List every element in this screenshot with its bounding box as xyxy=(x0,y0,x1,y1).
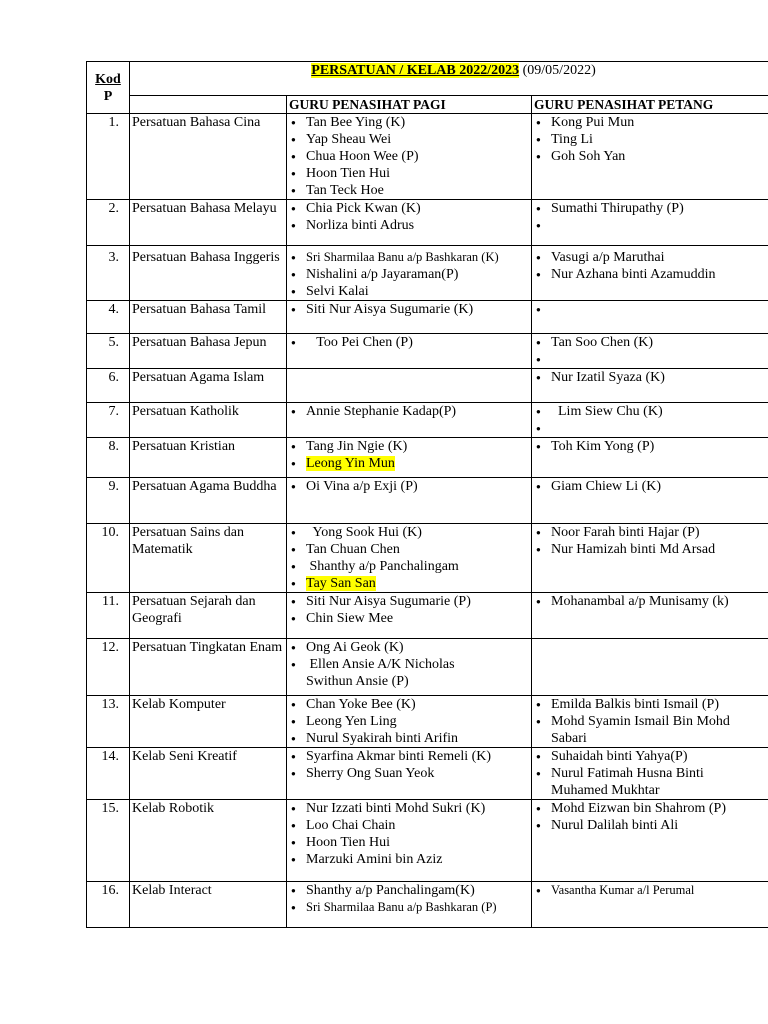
advisor-item: ● Norliza binti Adrus xyxy=(289,217,529,234)
advisor-item: ● Sumathi Thirupathy (P) xyxy=(534,200,768,217)
club-name: Persatuan Sains dan Matematik xyxy=(130,524,287,593)
row-number: 15. xyxy=(87,800,130,882)
advisor-item: ● Tan Bee Ying (K) xyxy=(289,114,529,131)
pagi-advisors xyxy=(287,478,532,524)
petang-advisors xyxy=(532,800,768,882)
table-row xyxy=(87,200,768,246)
club-name: Persatuan Agama Buddha xyxy=(130,478,287,524)
advisor-item: ● Too Pei Chen (P) xyxy=(289,334,529,351)
row-number: 12. xyxy=(87,639,130,696)
advisor-item: ● Giam Chiew Li (K) xyxy=(534,478,768,495)
advisor-item: ● Hoon Tien Hui xyxy=(289,834,529,851)
advisor-item: ● Syarfina Akmar binti Remeli (K) xyxy=(289,748,529,765)
table-row xyxy=(87,334,768,369)
advisor-item: ● Noor Farah binti Hajar (P) xyxy=(534,524,768,541)
row-number: 9. xyxy=(87,478,130,524)
col-header-petang: GURU PENASIHAT PETANG xyxy=(532,96,768,114)
advisor-item: ● Mohanambal a/p Munisamy (k) xyxy=(534,593,768,610)
table-row xyxy=(87,748,768,800)
advisor-item-empty xyxy=(534,217,768,234)
club-name: Kelab Robotik xyxy=(130,800,287,882)
advisor-item: ● Tang Jin Ngie (K) xyxy=(289,438,529,455)
advisor-item-highlighted xyxy=(289,455,529,472)
advisor-item: ● Hoon Tien Hui xyxy=(289,165,529,182)
advisor-item: ● Loo Chai Chain xyxy=(289,817,529,834)
advisor-item: ● Chia Pick Kwan (K) xyxy=(289,200,529,217)
pagi-advisors xyxy=(287,800,532,882)
advisor-item: ● Vasantha Kumar a/l Perumal xyxy=(534,882,768,899)
pagi-advisors xyxy=(287,639,532,696)
advisor-item: ● Kong Pui Mun xyxy=(534,114,768,131)
table-row xyxy=(87,369,768,403)
row-number: 1. xyxy=(87,114,130,200)
row-number: 6. xyxy=(87,369,130,403)
advisor-item: ● Ellen Ansie A/K Nicholas Swithun Ansie (P) xyxy=(289,656,529,690)
advisor-item-empty xyxy=(534,420,768,437)
advisor-item-empty xyxy=(534,301,768,318)
club-name: Persatuan Bahasa Inggeris xyxy=(130,246,287,301)
kod-label-p: P xyxy=(103,88,113,104)
advisor-item: ● Tan Soo Chen (K) xyxy=(534,334,768,351)
highlighted-name: Leong Yin Mun xyxy=(306,456,395,471)
table-row xyxy=(87,882,768,928)
advisor-item: ● Selvi Kalai xyxy=(289,283,529,300)
row-number: 3. xyxy=(87,246,130,301)
row-number: 10. xyxy=(87,524,130,593)
advisor-item: ● Leong Yen Ling xyxy=(289,713,529,730)
table-row xyxy=(87,114,768,200)
petang-advisors xyxy=(532,593,768,639)
table-row xyxy=(87,438,768,478)
club-name: Kelab Interact xyxy=(130,882,287,928)
advisor-item: ● Sherry Ong Suan Yeok xyxy=(289,765,529,782)
petang-advisors xyxy=(532,403,768,438)
pagi-advisors xyxy=(287,696,532,748)
club-name: Persatuan Bahasa Tamil xyxy=(130,301,287,334)
club-name: Persatuan Bahasa Cina xyxy=(130,114,287,200)
table-row xyxy=(87,403,768,438)
advisor-item: ● Shanthy a/p Panchalingam(K) xyxy=(289,882,529,899)
pagi-advisors xyxy=(287,114,532,200)
club-name: Kelab Komputer xyxy=(130,696,287,748)
row-number: 2. xyxy=(87,200,130,246)
club-name: Persatuan Agama Islam xyxy=(130,369,287,403)
petang-advisors xyxy=(532,114,768,200)
pagi-advisors xyxy=(287,524,532,593)
row-number: 8. xyxy=(87,438,130,478)
club-name: Kelab Seni Kreatif xyxy=(130,748,287,800)
advisor-item: ● Sri Sharmilaa Banu a/p Bashkaran (P) xyxy=(289,899,529,916)
advisor-item: ● Nur Izatil Syaza (K) xyxy=(534,369,768,386)
club-advisor-table xyxy=(86,61,768,928)
pagi-advisors xyxy=(287,200,532,246)
pagi-advisors xyxy=(287,301,532,334)
petang-advisors xyxy=(532,639,768,696)
advisor-item-highlighted xyxy=(289,575,529,592)
highlighted-name: Tay San San xyxy=(306,576,376,591)
petang-advisors xyxy=(532,200,768,246)
club-name: Persatuan Katholik xyxy=(130,403,287,438)
row-number: 5. xyxy=(87,334,130,369)
row-number: 16. xyxy=(87,882,130,928)
advisor-item: ● Nur Azhana binti Azamuddin xyxy=(534,266,768,283)
advisor-item: ● Nur Izzati binti Mohd Sukri (K) xyxy=(289,800,529,817)
advisor-item: ● Mohd Eizwan bin Shahrom (P) xyxy=(534,800,768,817)
advisor-item: ● Chan Yoke Bee (K) xyxy=(289,696,529,713)
advisor-item: ● Ong Ai Geok (K) xyxy=(289,639,529,656)
club-name: Persatuan Sejarah dan Geografi xyxy=(130,593,287,639)
column-header-row xyxy=(87,96,768,114)
advisor-item: ● Tan Chuan Chen xyxy=(289,541,529,558)
club-name: Persatuan Bahasa Jepun xyxy=(130,334,287,369)
table-date: (09/05/2022) xyxy=(522,63,596,78)
petang-advisors xyxy=(532,438,768,478)
advisor-item: ● Marzuki Amini bin Aziz xyxy=(289,851,529,868)
advisor-item: ● Chin Siew Mee xyxy=(289,610,529,627)
table-row xyxy=(87,696,768,748)
row-number: 11. xyxy=(87,593,130,639)
row-number: 13. xyxy=(87,696,130,748)
petang-advisors xyxy=(532,748,768,800)
table-row xyxy=(87,639,768,696)
row-number: 14. xyxy=(87,748,130,800)
advisor-item: ● Lim Siew Chu (K) xyxy=(534,403,768,420)
table-title-cell xyxy=(130,62,768,96)
advisor-item: ● Ting Li xyxy=(534,131,768,148)
advisor-item: ● Sri Sharmilaa Banu a/p Bashkaran (K) xyxy=(289,249,529,266)
advisor-item: ● Annie Stephanie Kadap(P) xyxy=(289,403,529,420)
pagi-advisors xyxy=(287,403,532,438)
petang-advisors xyxy=(532,478,768,524)
pagi-advisors xyxy=(287,748,532,800)
petang-advisors xyxy=(532,882,768,928)
advisor-item: ● Chua Hoon Wee (P) xyxy=(289,148,529,165)
pagi-advisors xyxy=(287,438,532,478)
advisor-item: ● Nishalini a/p Jayaraman(P) xyxy=(289,266,529,283)
petang-advisors xyxy=(532,524,768,593)
advisor-item: ● Goh Soh Yan xyxy=(534,148,768,165)
petang-advisors xyxy=(532,301,768,334)
table-row xyxy=(87,800,768,882)
club-name: Persatuan Tingkatan Enam xyxy=(130,639,287,696)
pagi-advisors xyxy=(287,369,532,403)
advisor-item: ● Shanthy a/p Panchalingam xyxy=(289,558,529,575)
title-row xyxy=(87,62,768,96)
kod-label: Kod xyxy=(95,71,121,87)
table-row xyxy=(87,301,768,334)
advisor-item: ● Emilda Balkis binti Ismail (P) xyxy=(534,696,768,713)
advisor-item: ● Yong Sook Hui (K) xyxy=(289,524,529,541)
row-number: 4. xyxy=(87,301,130,334)
advisor-item: ● Toh Kim Yong (P) xyxy=(534,438,768,455)
table-title: PERSATUAN / KELAB 2022/2023 xyxy=(311,63,520,78)
club-name: Persatuan Bahasa Melayu xyxy=(130,200,287,246)
advisor-item: ● Siti Nur Aisya Sugumarie (P) xyxy=(289,593,529,610)
kod-header-cell xyxy=(87,62,130,114)
row-number: 7. xyxy=(87,403,130,438)
table-row xyxy=(87,246,768,301)
table-row xyxy=(87,478,768,524)
club-name: Persatuan Kristian xyxy=(130,438,287,478)
pagi-advisors xyxy=(287,882,532,928)
advisor-item: ● Tan Teck Hoe xyxy=(289,182,529,199)
advisor-item: ● Oi Vina a/p Exji (P) xyxy=(289,478,529,495)
table-row xyxy=(87,524,768,593)
petang-advisors xyxy=(532,246,768,301)
advisor-item: ● Nurul Dalilah binti Ali xyxy=(534,817,768,834)
advisor-item: ● Yap Sheau Wei xyxy=(289,131,529,148)
petang-advisors xyxy=(532,334,768,369)
table-row xyxy=(87,593,768,639)
advisor-item: ● Mohd Syamin Ismail Bin Mohd Sabari xyxy=(534,713,768,747)
col-header-pagi: GURU PENASIHAT PAGI xyxy=(287,96,532,114)
petang-advisors xyxy=(532,369,768,403)
advisor-item: ● Nurul Syakirah binti Arifin xyxy=(289,730,529,747)
pagi-advisors xyxy=(287,593,532,639)
advisor-item: ● Siti Nur Aisya Sugumarie (K) xyxy=(289,301,529,318)
advisor-item-empty xyxy=(534,351,768,368)
advisor-item: ● Vasugi a/p Maruthai xyxy=(534,249,768,266)
pagi-advisors xyxy=(287,334,532,369)
advisor-item: ● Suhaidah binti Yahya(P) xyxy=(534,748,768,765)
pagi-advisors xyxy=(287,246,532,301)
petang-advisors xyxy=(532,696,768,748)
advisor-item: ● Nurul Fatimah Husna Binti Muhamed Mukhtar xyxy=(534,765,768,799)
advisor-item: ● Nur Hamizah binti Md Arsad xyxy=(534,541,768,558)
empty-name-header xyxy=(130,96,287,114)
